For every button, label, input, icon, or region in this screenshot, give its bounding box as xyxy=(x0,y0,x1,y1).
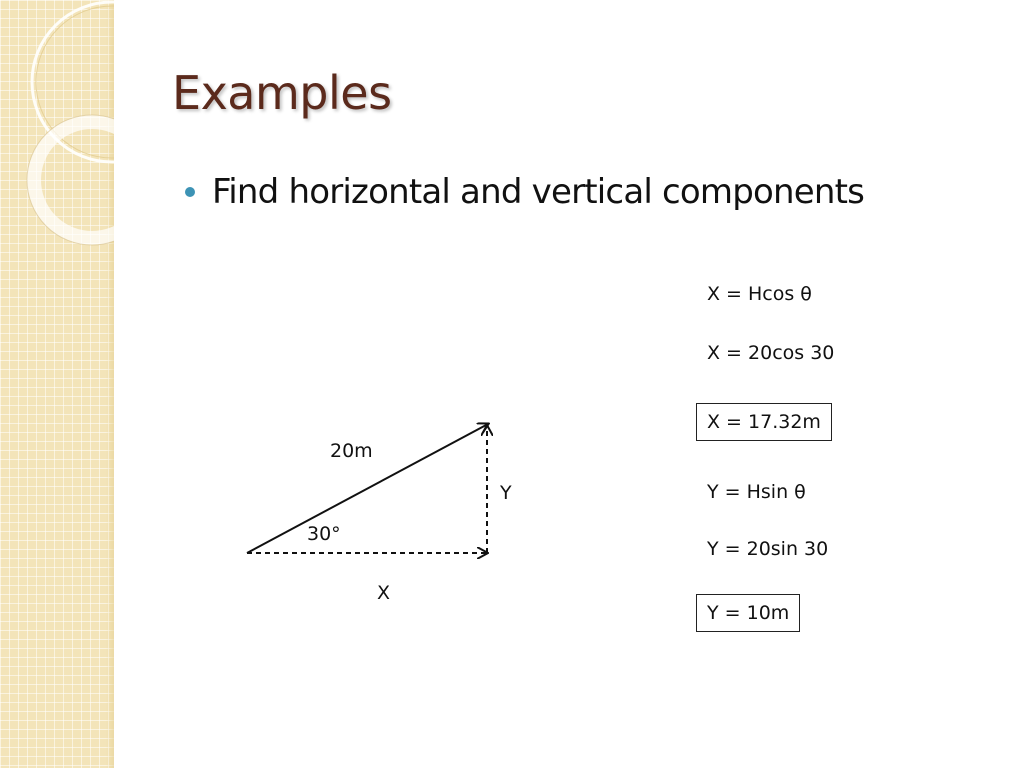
y-result-box: Y = 10m xyxy=(696,594,800,632)
x-result-box: X = 17.32m xyxy=(696,403,832,441)
angle-label: 30° xyxy=(307,523,341,545)
x-formula: X = Hcos θ xyxy=(707,283,812,305)
slide-title: Examples xyxy=(172,66,392,120)
hypotenuse-label: 20m xyxy=(330,440,373,462)
vertical-component-label: Y xyxy=(500,482,512,504)
x-substitution: X = 20cos 30 xyxy=(707,342,835,364)
y-formula: Y = Hsin θ xyxy=(707,481,806,503)
y-substitution: Y = 20sin 30 xyxy=(707,538,829,560)
bullet-text: Find horizontal and vertical components xyxy=(212,172,865,212)
horizontal-component-label: X xyxy=(377,582,391,604)
